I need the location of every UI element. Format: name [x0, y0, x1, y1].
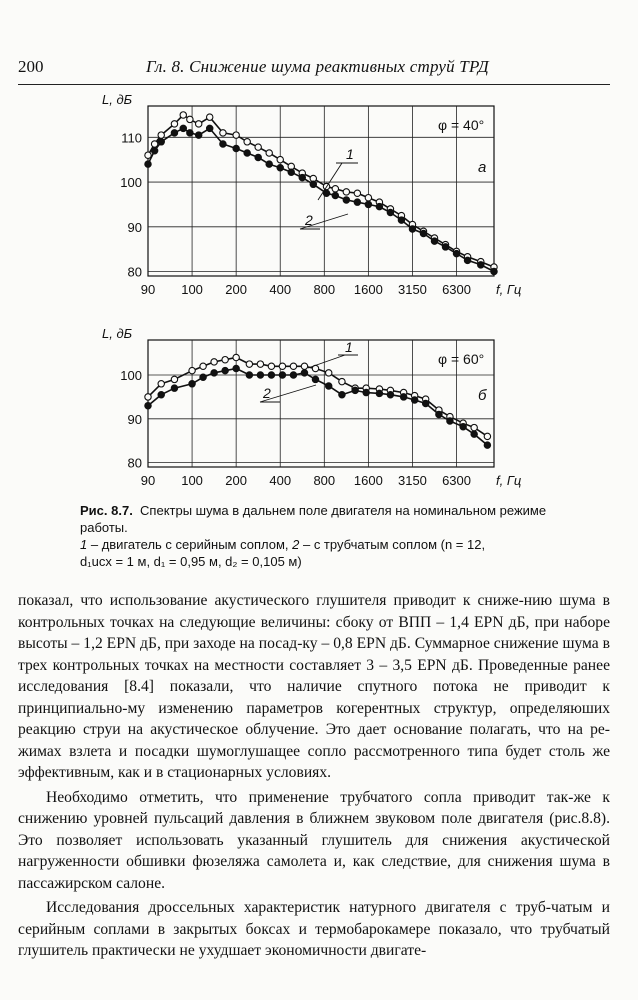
series-2-point	[363, 389, 369, 395]
running-header	[18, 57, 618, 81]
x-tick-label: 800	[313, 282, 336, 297]
x-tick-label: 1600	[353, 282, 383, 297]
y-tick-label: 80	[127, 455, 142, 471]
annotation-2: 2	[263, 385, 271, 401]
x-tick-label: 90	[140, 282, 156, 297]
series-2-point	[195, 132, 201, 138]
series-2-point	[299, 174, 305, 180]
x-tick-label: 400	[269, 282, 292, 297]
series-2-point	[436, 411, 442, 417]
series-2-point	[145, 161, 151, 167]
series-2-point	[460, 424, 466, 430]
x-tick-label: 400	[269, 473, 292, 488]
series-2-point	[233, 365, 239, 371]
series-2-point	[447, 418, 453, 424]
x-tick-label: 100	[181, 282, 203, 297]
page-number: 200	[18, 57, 44, 76]
series-2-point	[290, 372, 296, 378]
body-text	[18, 590, 610, 962]
series-2-point	[301, 370, 307, 376]
series-2-point	[326, 383, 332, 389]
y-tick-label: 90	[127, 219, 142, 235]
figure-caption	[80, 502, 560, 570]
series-2-point	[158, 139, 164, 145]
series-2-point	[288, 169, 294, 175]
series-2-point	[471, 431, 477, 437]
paragraph-3: Исследования дроссельных характеристик натурного двигателя с труб-чатым и серийным соплами в закрытых боксах и термобарокамере показало, что трубчатый глушитель практически не ухудшает экономичности двигате-	[18, 899, 610, 959]
series-1-point	[158, 132, 164, 138]
series-1-point	[200, 363, 206, 369]
paragraph-1: показал, что использование акустического глушителя приводит к сниже-нию шума в контрольных точках на следующие величины: сбоку от ВПП – 1,4 EPN дБ, при наборе высоты – 1,2 EPN дБ, при заходе на посад-ку – 0,8 EPN дБ. Суммарное снижение шума в трех контрольных точках на местности составляет 3 – 3,5 EPN дБ. Проведенные ранее исследования [8.4] показали, что наличие спутного потока не приводит к принципиально-му изменению параметров когерентных структур, определяюших реакцию струи на акустическое облучение. Это дает основание полагать, что на ре-жимах взлета и посадки шумоглушащее сопло рассмотренного типа будет столь же эффективным, как и в стационарных условиях.	[18, 592, 610, 781]
series-2-point	[233, 145, 239, 151]
series-2-point	[332, 192, 338, 198]
y-axis-label: L, дБ	[102, 92, 133, 107]
series-2-point	[189, 381, 195, 387]
series-2-point	[365, 201, 371, 207]
series-2-point	[266, 161, 272, 167]
x-axis-label: f, Гц	[496, 282, 522, 297]
series-1-point	[233, 132, 239, 138]
series-1-point	[257, 361, 263, 367]
series-1-point	[301, 363, 307, 369]
series-1-point	[207, 114, 213, 120]
series-1-point	[246, 361, 252, 367]
series-1-point	[171, 121, 177, 127]
series-2-point	[411, 397, 417, 403]
series-2-point	[187, 130, 193, 136]
series-1-point	[158, 381, 164, 387]
series-1-point	[233, 354, 239, 360]
series-2-point	[354, 199, 360, 205]
y-tick-label: 110	[121, 130, 142, 146]
legend-2-num: 2	[292, 537, 300, 552]
series-2-point	[268, 372, 274, 378]
series-2-point	[376, 390, 382, 396]
series-2-point	[145, 402, 151, 408]
series-1-point	[332, 186, 338, 192]
series-1-point	[145, 394, 151, 400]
series-2-point	[277, 165, 283, 171]
x-tick-label: 3150	[397, 282, 427, 297]
series-1-point	[279, 363, 285, 369]
caption-title: Спектры шума в дальнем поле двигателя на номинальном режиме работы.	[80, 503, 547, 535]
series-2-point	[484, 442, 490, 448]
series-2-point	[244, 150, 250, 156]
series-2-point	[180, 125, 186, 131]
series-1-point	[339, 378, 345, 384]
series-1-point	[244, 139, 250, 145]
series-2-point	[171, 130, 177, 136]
series-2-point	[431, 238, 437, 244]
annotation-1: 1	[346, 146, 354, 162]
y-tick-label: 100	[120, 368, 142, 384]
series-2-point	[352, 387, 358, 393]
x-tick-label: 1600	[353, 473, 383, 488]
series-2-point	[376, 203, 382, 209]
series-2-point	[151, 148, 157, 154]
series-2-point	[387, 209, 393, 215]
series-1-point	[171, 376, 177, 382]
x-tick-label: 6300	[442, 282, 471, 297]
x-tick-label: 100	[181, 473, 203, 488]
y-tick-label: 90	[127, 411, 142, 427]
x-tick-label: 3150	[397, 473, 427, 488]
legend-line-2: d₁ucx = 1 м, d₁ = 0,95 м, d₂ = 0,105 м)	[80, 554, 302, 569]
series-2-point	[257, 372, 263, 378]
series-2-point	[200, 374, 206, 380]
legend-1-text: – двигатель с серийным соплом,	[87, 537, 293, 552]
series-1-point	[268, 363, 274, 369]
angle-label: φ = 40°	[438, 117, 485, 133]
x-tick-label: 90	[140, 473, 156, 488]
series-2-point	[211, 370, 217, 376]
series-1-point	[220, 130, 226, 136]
series-1-point	[187, 116, 193, 122]
y-axis-label: L, дБ	[102, 328, 133, 341]
caption-label: Рис. 8.7.	[80, 503, 133, 518]
series-1-point	[277, 156, 283, 162]
series-2-point	[422, 400, 428, 406]
series-1-point	[471, 424, 477, 430]
series-2-point	[279, 372, 285, 378]
series-1-point	[326, 370, 332, 376]
running-title: Гл. 8. Снижение шума реактивных струй ТРД	[146, 57, 489, 76]
series-2-point	[207, 125, 213, 131]
series-2-point	[339, 392, 345, 398]
series-2-point	[478, 262, 484, 268]
series-1-point	[255, 144, 261, 150]
chart-b	[0, 328, 638, 500]
chart-a	[0, 88, 638, 306]
x-tick-label: 800	[313, 473, 336, 488]
series-1-point	[145, 152, 151, 158]
y-tick-label: 80	[127, 264, 142, 280]
series-2-point	[400, 394, 406, 400]
series-1-point	[266, 150, 272, 156]
series-2-point	[310, 181, 316, 187]
series-1-point	[211, 359, 217, 365]
series-2-point	[246, 372, 252, 378]
series-1-point	[484, 433, 490, 439]
angle-label: φ = 60°	[438, 351, 485, 367]
paragraph-2: Необходимо отметить, что применение трубчатого сопла приводит так-же к снижению уровней пульсаций давления в ближнем звуковом поле двигателя (рис.8.8). Это позволяет использовать указанный глушитель для снижения акустической нагруженности обшивки фюзеляжа самолета и, как следствие, для снижения шума в пассажирском салоне.	[18, 788, 610, 892]
series-2-point	[398, 217, 404, 223]
series-2-point	[442, 244, 448, 250]
series-2-point	[420, 230, 426, 236]
series-2-point	[171, 385, 177, 391]
series-1-point	[195, 121, 201, 127]
header-rule	[18, 84, 610, 85]
series-1-point	[343, 189, 349, 195]
series-2-point	[222, 367, 228, 373]
legend-2-text: – с трубчатым соплом (n = 12,	[299, 537, 486, 552]
series-1-point	[180, 112, 186, 118]
legend-1-num: 1	[80, 537, 88, 552]
x-tick-label: 6300	[442, 473, 471, 488]
series-1-point	[365, 195, 371, 201]
y-tick-label: 100	[120, 175, 142, 191]
annotation-1-leader	[308, 355, 345, 368]
annotation-1: 1	[345, 339, 353, 355]
panel-letter: б	[478, 387, 487, 404]
series-2-point	[220, 141, 226, 147]
series-2-point	[491, 268, 497, 274]
series-2-point	[255, 154, 261, 160]
x-tick-label: 200	[225, 282, 248, 297]
x-axis-label: f, Гц	[496, 473, 522, 488]
series-1-point	[290, 363, 296, 369]
panel-letter: а	[478, 159, 487, 176]
series-1-point	[354, 190, 360, 196]
series-2-point	[387, 392, 393, 398]
series-2-point	[464, 257, 470, 263]
series-2-line	[148, 128, 494, 271]
series-2-point	[343, 197, 349, 203]
series-1-point	[151, 141, 157, 147]
series-1-point	[189, 367, 195, 373]
annotation-2: 2	[305, 212, 313, 228]
series-2-point	[453, 250, 459, 256]
series-2-point	[158, 392, 164, 398]
series-2-point	[312, 376, 318, 382]
series-1-point	[222, 357, 228, 363]
series-2-point	[409, 226, 415, 232]
x-tick-label: 200	[225, 473, 248, 488]
